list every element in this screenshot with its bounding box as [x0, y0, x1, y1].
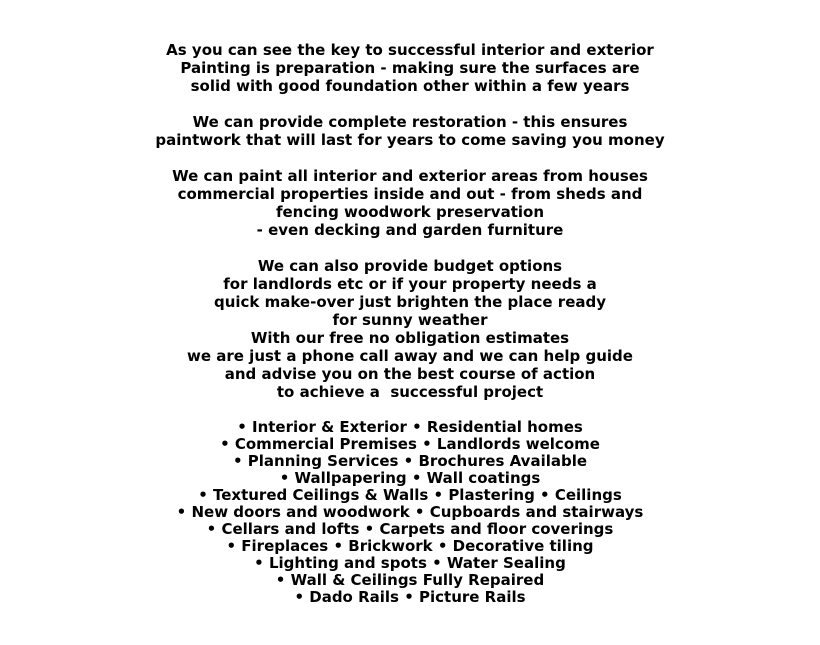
text-line: With our free no obligation estimates: [250, 329, 570, 347]
service-line: • Cellars and lofts • Carpets and floor coverings: [206, 520, 614, 538]
text-line: and advise you on the best course of action: [224, 365, 596, 383]
text-line: - even decking and garden furniture: [256, 221, 564, 239]
text-line: quick make-over just brighten the place ready: [213, 293, 607, 311]
text-line: for landlords etc or if your property needs a: [223, 275, 597, 293]
service-line: • Textured Ceilings & Walls • Plastering • Ceilings: [198, 486, 622, 504]
budget-paragraph: [0, 257, 820, 401]
text-line: We can paint all interior and exterior areas from houses: [172, 167, 648, 185]
service-line: • Dado Rails • Picture Rails: [294, 588, 526, 606]
areas-paragraph: [0, 167, 820, 239]
service-line: • Wall & Ceilings Fully Repaired: [275, 571, 545, 589]
text-line: We can provide complete restoration - this ensures: [192, 113, 628, 131]
text-line: to achieve a successful project: [276, 383, 544, 401]
text-line: paintwork that will last for years to come saving you money: [155, 131, 665, 149]
text-line: Painting is preparation - making sure the surfaces are: [180, 59, 640, 77]
service-line: • New doors and woodwork • Cupboards and stairways: [176, 503, 644, 521]
service-line: • Planning Services • Brochures Available: [232, 452, 588, 470]
document-body: [0, 41, 820, 624]
text-line: we are just a phone call away and we can help guide: [187, 347, 633, 365]
intro-paragraph: [0, 41, 820, 95]
services-list: [0, 419, 820, 606]
text-line: solid with good foundation other within a few years: [190, 77, 630, 95]
text-line: fencing woodwork preservation: [275, 203, 544, 221]
service-line: • Fireplaces • Brickwork • Decorative tiling: [226, 537, 594, 555]
text-line: for sunny weather: [332, 311, 488, 329]
service-line: • Commercial Premises • Landlords welcome: [220, 435, 600, 453]
text-line: We can also provide budget options: [257, 257, 563, 275]
service-line: • Lighting and spots • Water Sealing: [254, 554, 566, 572]
service-line: • Interior & Exterior • Residential homes: [237, 418, 583, 436]
text-line: commercial properties inside and out - from sheds and: [177, 185, 643, 203]
text-line: As you can see the key to successful interior and exterior: [166, 41, 654, 59]
service-line: • Wallpapering • Wall coatings: [279, 469, 541, 487]
restoration-paragraph: [0, 113, 820, 149]
